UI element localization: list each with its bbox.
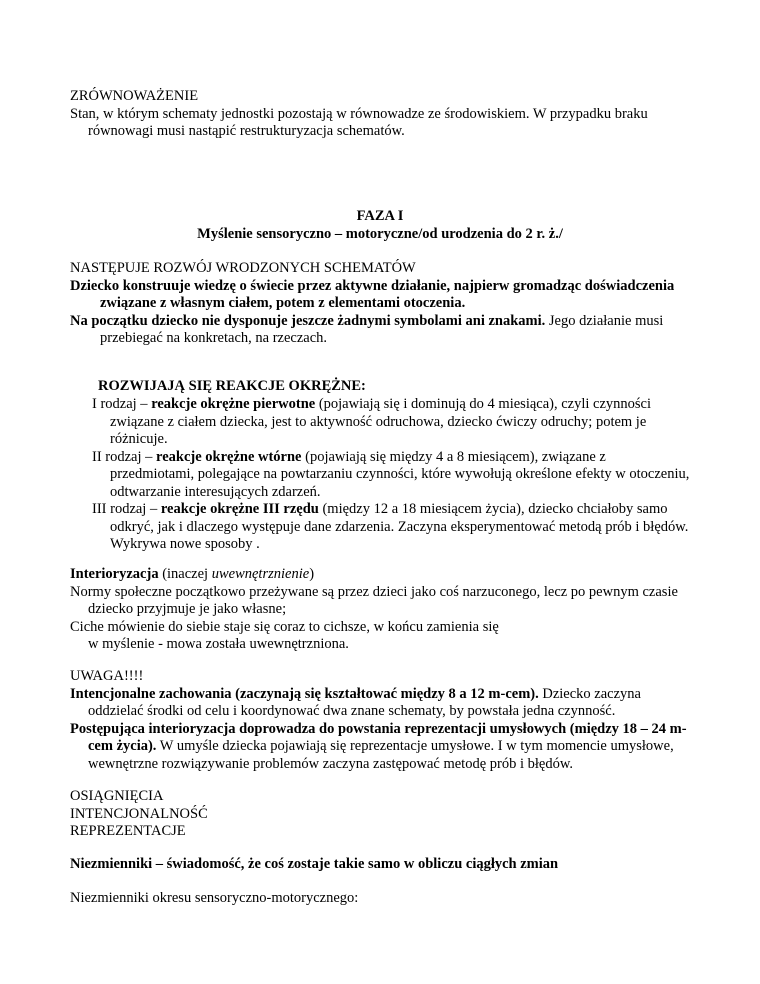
innate-heading: NASTĘPUJE ROZWÓJ WRODZONYCH SCHEMATÓW <box>70 260 416 276</box>
warning-heading: UWAGA!!!! <box>70 668 144 684</box>
phase-title: FAZA I <box>356 208 404 224</box>
achievement-item: OSIĄGNIĘCIA <box>70 788 164 804</box>
warning-para-2: Postępująca interioryzacja doprowadza do powstania reprezentacji umysłowych (między 18 – 24 m-cem życia). W umyśle dziecka pojawiają się reprezentacje umysłowe. I w tym momencie umysłowe, wewnętrzne rozwiązywanie problemów zaczyna zastępować metodę prób i błędów. <box>70 720 687 772</box>
interiorization-line-2a: Ciche mówienie do siebie staje się coraz to cichsze, w końcu zamienia się <box>70 618 499 635</box>
phase-subtitle: Myślenie sensoryczno – motoryczne/od urodzenia do 2 r. ż./ <box>197 225 563 242</box>
innate-text-2: Jego działanie musi przebiegać na konkretach, na rzeczach. <box>100 312 664 346</box>
reaction-item: II rodzaj – reakcje okrężne wtórne (pojawiają się między 4 a 8 miesiącem), związane z przedmiotami, polegające na powtarzaniu czynności, które wywołują określone efekty w otoczeniu, odtwarzanie interesujących zdarzeń. <box>92 448 690 500</box>
section-achievements <box>70 788 690 841</box>
innate-bold-1: Dziecko konstruuje wiedzę o świecie przez aktywne działanie, najpierw gromadząc doświadczenia związane z własnym ciałem, potem z elementami otoczenia. <box>70 277 675 311</box>
section-equilibrium <box>70 88 690 141</box>
reaction-item: I rodzaj – reakcje okrężne pierwotne (pojawiają się i dominują do 4 miesiąca), czyli czynności związane z ciałem dziecka, jest to aktywność odruchowa, dziecko ćwiczy odruchy; potem je różnicuje. <box>92 396 652 447</box>
section-innate-schemes <box>70 260 700 348</box>
invariants-definition: Niezmienniki – świadomość, że coś zostaje takie samo w obliczu ciągłych zmian <box>70 856 559 872</box>
section-interiorization <box>70 566 690 654</box>
section-warning <box>70 668 690 773</box>
invariants-sensorimotor: Niezmienniki okresu sensoryczno-motorycznego: <box>70 890 359 906</box>
achievement-item: REPREZENTACJE <box>70 823 186 839</box>
interiorization-title: Interioryzacja (inaczej uwewnętrznienie) <box>70 566 315 582</box>
phase-heading <box>70 208 690 243</box>
innate-bold-2: Na początku dziecko nie dysponuje jeszcze żadnymi symbolami ani znakami. <box>70 312 546 329</box>
warning-para-1: Intencjonalne zachowania (zaczynają się kształtować między 8 a 12 m-cem). Dziecko zaczyna oddzielać środki od celu i koordynować dwa znane schematy, by powstała jedna czynność. <box>70 685 641 719</box>
equilibrium-heading: ZRÓWNOWAŻENIE <box>70 88 199 104</box>
equilibrium-text: Stan, w którym schematy jednostki pozostają w równowadze ze środowiskiem. W przypadku braku równowagi musi nastąpić restrukturyzacja schematów. <box>70 105 648 139</box>
interiorization-line-1: Normy społeczne początkowo przeżywane są przez dzieci jako coś narzuconego, lecz po pewnym czasie dziecko przyjmuje je jako własne; <box>70 583 678 617</box>
section-invariants <box>70 856 690 874</box>
interiorization-line-2b: w myślenie - mowa została uwewnętrzniona. <box>88 636 349 652</box>
achievement-item: INTENCJONALNOŚĆ <box>70 805 208 822</box>
reactions-heading: ROZWIJAJĄ SIĘ REAKCJE OKRĘŻNE: <box>98 378 366 394</box>
reactions-list <box>92 396 692 554</box>
reaction-item: III rodzaj – reakcje okrężne III rzędu (między 12 a 18 miesiącem życia), dziecko chciałoby samo odkryć, jak i dlaczego występuje dane zdarzenia. Zaczyna eksperymentować metodą prób i błędów. Wykrywa nowe sposoby . <box>92 501 689 552</box>
